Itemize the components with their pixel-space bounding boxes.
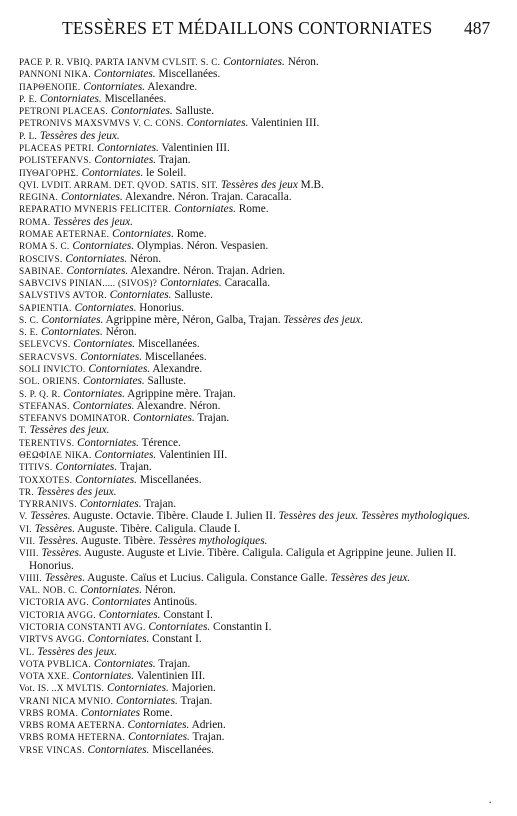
entry-legend: S. E. bbox=[19, 327, 39, 338]
entry-subjects: Trajan. bbox=[158, 657, 191, 670]
entry-category: Contorniates bbox=[91, 596, 151, 609]
entry-category-secondary: Tessères des jeux. Tessères mythologiques. bbox=[278, 510, 471, 523]
entry-category: Contorniates. bbox=[132, 412, 195, 425]
entry-category: Contorniates. bbox=[159, 277, 222, 290]
entry-category: Contorniates. bbox=[63, 387, 125, 400]
entry-subjects: Antinoüs. bbox=[152, 596, 198, 609]
entry-subjects: Trajan. bbox=[192, 731, 225, 744]
entry-subjects: Alexandre. bbox=[152, 363, 203, 376]
index-entry bbox=[19, 253, 501, 265]
entry-category: Contorniates. bbox=[94, 449, 157, 461]
entry-legend: VL. bbox=[19, 646, 35, 657]
entry-legend: T. bbox=[19, 425, 27, 436]
entry-legend: VII. bbox=[19, 535, 36, 546]
entry-category: Tessères. bbox=[44, 571, 86, 584]
entry-category: Contorniates. bbox=[128, 731, 190, 744]
entry-category: Contorniates. bbox=[80, 350, 143, 363]
entry-subjects: Adrien. bbox=[191, 719, 226, 732]
entry-legend: VIRTVS AVGG. bbox=[19, 634, 85, 645]
entry-category: Contorniates. bbox=[88, 363, 151, 376]
entry-legend: STEFANVS DOMINATOR. bbox=[19, 413, 131, 424]
entry-subjects: Majorien. bbox=[171, 682, 216, 695]
entry-category: Tessères des jeux. bbox=[39, 129, 120, 142]
index-entry bbox=[19, 277, 501, 289]
index-entry bbox=[19, 216, 501, 228]
entry-subjects: Agrippine mère. Trajan. bbox=[127, 387, 236, 400]
index-entry bbox=[19, 228, 501, 240]
entry-legend: SABINAE. bbox=[19, 265, 64, 276]
entry-category: Contorniates. bbox=[66, 264, 129, 277]
entry-subjects: Olympias. Néron. Vespasien. bbox=[136, 240, 269, 253]
entry-legend: ROSCIVS. bbox=[19, 253, 63, 264]
entry-category: Contorniates. bbox=[39, 92, 102, 105]
page-header bbox=[0, 10, 517, 40]
entry-category: Contorniates. bbox=[110, 105, 173, 118]
entry-subjects: Miscellanées. bbox=[139, 473, 202, 486]
entry-subjects: Caracalla. bbox=[224, 277, 271, 290]
entry-category: Contorniates. bbox=[65, 252, 128, 265]
index-entry bbox=[19, 719, 501, 731]
entry-category: Tessères. bbox=[38, 534, 79, 547]
index-entry bbox=[19, 289, 501, 301]
entry-category: Tessères. bbox=[34, 522, 76, 535]
entry-legend: VRBS ROMA HETERNA. bbox=[19, 732, 126, 743]
entry-legend: REPARATIO MVNERIS FELICITER. bbox=[19, 204, 172, 215]
index-entry bbox=[19, 240, 501, 252]
entry-legend: SOLI INVICTO. bbox=[19, 364, 86, 375]
entry-category: Contorniates. bbox=[83, 80, 146, 93]
entry-legend: VICTORIA AVG. bbox=[19, 597, 89, 608]
entry-category: Contorniates. bbox=[106, 682, 169, 695]
entry-category: Contorniates. bbox=[80, 584, 142, 597]
entry-subjects: Alexandre. Néron. bbox=[136, 399, 221, 412]
entry-legend: POLISTEFANVS. bbox=[19, 155, 92, 166]
entry-legend: V. bbox=[19, 511, 28, 522]
entry-legend: QVI. LVDIT. ARRAM. DET. QVOD. SATIS. SIT. bbox=[19, 179, 219, 190]
entry-legend: ROMA. bbox=[19, 216, 51, 227]
index-entry bbox=[19, 461, 501, 473]
entry-subjects: Constantin I. bbox=[213, 620, 272, 633]
entry-subjects: Auguste. Auguste et Livie. Tibère. Caligula. Caligula et Agrippine jeune. Julien II. Honorius. bbox=[29, 547, 457, 572]
index-entry-list bbox=[19, 56, 501, 756]
index-entry bbox=[19, 695, 501, 707]
index-entry bbox=[19, 191, 501, 203]
entry-legend: S. P. Q. R. bbox=[19, 388, 61, 399]
index-entry bbox=[19, 412, 501, 424]
index-entry bbox=[19, 486, 501, 498]
entry-subjects: Valentinien III. bbox=[158, 449, 228, 461]
entry-legend: ROMAE AETERNAE. bbox=[19, 228, 110, 239]
entry-category: Contorniates. bbox=[79, 498, 142, 511]
entry-category: Contorniates. bbox=[148, 620, 211, 633]
index-entry bbox=[19, 547, 501, 572]
index-entry bbox=[19, 203, 501, 215]
index-entry bbox=[19, 646, 501, 658]
entry-legend: VOTA XXE. bbox=[19, 671, 70, 682]
index-entry bbox=[19, 621, 501, 633]
entry-category: Tessères des jeux. bbox=[37, 645, 118, 658]
entry-subjects: Alexandre. Néron. Trajan. Caracalla. bbox=[124, 191, 292, 204]
entry-subjects: Trajan. bbox=[144, 498, 177, 511]
entry-legend: PANNONI NIKA. bbox=[19, 69, 91, 80]
entry-legend: VRBS ROMA. bbox=[19, 707, 79, 718]
index-entry bbox=[19, 609, 501, 621]
index-entry bbox=[19, 633, 501, 645]
entry-category: Tessères. bbox=[41, 547, 82, 560]
entry-category: Contorniates. bbox=[75, 473, 137, 486]
entry-category: Contorniates. bbox=[93, 657, 156, 670]
index-entry bbox=[19, 142, 501, 154]
entry-category-secondary: Tessères des jeux. bbox=[283, 313, 364, 326]
index-entry bbox=[19, 584, 501, 596]
entry-legend: Vot. IS. ..X MVLTIS. bbox=[19, 683, 105, 694]
index-entry bbox=[19, 670, 501, 682]
index-entry bbox=[19, 68, 501, 80]
entry-legend: STEFANAS. bbox=[19, 400, 70, 411]
entry-subjects: Miscellanées. bbox=[137, 338, 200, 351]
entry-legend: SALVSTIVS AVTOR. bbox=[19, 290, 107, 301]
index-entry bbox=[19, 572, 501, 584]
index-entry bbox=[19, 117, 501, 129]
entry-legend: ROMA S. C. bbox=[19, 241, 70, 252]
index-entry bbox=[19, 498, 501, 510]
entry-subjects: Valentinien III. bbox=[161, 141, 230, 154]
index-entry bbox=[19, 424, 501, 436]
entry-subjects: Miscellanées. bbox=[158, 68, 221, 81]
entry-legend: S. C. bbox=[19, 314, 39, 325]
entry-category: Contorniates. bbox=[72, 399, 135, 412]
entry-subjects: M.B. bbox=[300, 178, 324, 191]
index-entry bbox=[19, 130, 501, 142]
entry-category: Contorniates. bbox=[74, 301, 137, 314]
index-entry bbox=[19, 338, 501, 350]
index-entry bbox=[19, 363, 501, 375]
entry-category: Contorniates. bbox=[96, 141, 159, 154]
entry-subjects: Constant I. bbox=[152, 633, 202, 646]
entry-subjects: Auguste. Caïus et Lucius. Caligula. Constance Galle. bbox=[87, 571, 328, 584]
index-entry bbox=[19, 351, 501, 363]
index-entry bbox=[19, 105, 501, 117]
entry-legend: ΤΟΧΧΟΤΕS. bbox=[19, 474, 73, 485]
index-entry bbox=[19, 400, 501, 412]
entry-subjects: Honorius. bbox=[139, 301, 185, 314]
index-entry bbox=[19, 56, 501, 68]
entry-subjects: Miscellanées. bbox=[144, 350, 207, 363]
entry-category: Tessères des jeux. bbox=[29, 424, 110, 437]
index-entry bbox=[19, 535, 501, 547]
entry-category: Contorniates. bbox=[60, 191, 123, 204]
entry-subjects: Auguste. Octavie. Tibère. Claude I. Julien II. bbox=[72, 510, 276, 523]
entry-subjects: Salluste. bbox=[147, 375, 187, 388]
entry-legend: PACE P. R. VBIQ. PARTA IANVM CVLSIT. S. C. bbox=[19, 57, 221, 67]
entry-category: Contorniates. bbox=[72, 240, 135, 253]
entry-legend: TR. bbox=[19, 486, 34, 497]
entry-subjects: Trajan. bbox=[180, 694, 213, 707]
entry-subjects: Constant I. bbox=[163, 608, 213, 621]
entry-category: Contorniates. bbox=[72, 670, 135, 683]
entry-subjects: Néron. bbox=[130, 252, 162, 265]
entry-subjects: Néron. bbox=[144, 584, 176, 597]
entry-subjects: Térence. bbox=[141, 436, 181, 449]
index-entry bbox=[19, 596, 501, 608]
entry-subjects: Trajan. bbox=[197, 412, 230, 425]
entry-category: Contorniates. bbox=[81, 166, 144, 179]
entry-subjects: Alexandre. bbox=[147, 80, 198, 93]
entry-category: Contorniates. bbox=[82, 375, 145, 388]
entry-legend: SAPIENTIA. bbox=[19, 302, 72, 313]
entry-subjects: Miscellanées. bbox=[104, 92, 167, 105]
entry-category: Contorniates. bbox=[41, 313, 104, 326]
entry-legend: VIII. bbox=[19, 548, 39, 559]
index-entry bbox=[19, 707, 501, 719]
entry-subjects: Auguste. Tibère. Caligula. Claude I. bbox=[77, 522, 241, 535]
entry-subjects: Rome. bbox=[238, 203, 269, 216]
entry-subjects: Salluste. bbox=[174, 289, 213, 302]
entry-legend: VAL. NOB. C. bbox=[19, 585, 78, 596]
entry-legend: VICTORIA AVGG. bbox=[19, 609, 96, 620]
running-title: TESSÈRES ET MÉDAILLONS CONTORNIATES bbox=[62, 18, 433, 38]
entry-legend: ΠΥΘΑΓΟΡΗΣ. bbox=[19, 167, 79, 178]
entry-category: Contorniates. bbox=[116, 694, 178, 707]
index-entry bbox=[19, 388, 501, 400]
entry-subjects: Trajan. bbox=[158, 154, 191, 167]
entry-category: Tessères des jeux. bbox=[36, 485, 117, 498]
page-number: 487 bbox=[464, 18, 491, 38]
entry-legend: ΠΑΡΘΕΝΟΠΕ. bbox=[19, 81, 81, 92]
entry-subjects: Auguste. Tibère. bbox=[80, 534, 156, 547]
entry-subjects: Trajan. bbox=[119, 461, 152, 474]
entry-subjects: Valentinien III. bbox=[250, 117, 320, 130]
index-entry bbox=[19, 326, 501, 338]
index-entry bbox=[19, 93, 501, 105]
entry-subjects: Valentinien III. bbox=[136, 670, 206, 683]
entry-legend: VI. bbox=[19, 523, 32, 534]
entry-category: Contorniates. bbox=[93, 68, 156, 81]
entry-subjects: Néron. bbox=[287, 56, 319, 68]
entry-category: Contorniates. bbox=[223, 56, 285, 68]
entry-category: Contorniates. bbox=[87, 743, 150, 756]
entry-subjects: le Soleil. bbox=[146, 166, 187, 179]
entry-category: Contorniates. bbox=[94, 154, 157, 167]
entry-legend: VIIII. bbox=[19, 572, 42, 583]
index-entry bbox=[19, 314, 501, 326]
entry-legend: SELEVCVS. bbox=[19, 339, 71, 350]
index-entry bbox=[19, 437, 501, 449]
entry-legend: TYRRANIVS. bbox=[19, 499, 77, 510]
index-entry bbox=[19, 375, 501, 387]
index-entry bbox=[19, 154, 501, 166]
entry-legend: P. L. bbox=[19, 130, 38, 141]
entry-legend: VRSE VINCAS. bbox=[19, 744, 85, 755]
entry-legend: TERENTIVS. bbox=[19, 437, 75, 448]
index-entry bbox=[19, 658, 501, 670]
entry-category: Contorniates. bbox=[174, 203, 236, 216]
entry-subjects: Rome. bbox=[176, 227, 207, 240]
index-entry bbox=[19, 731, 501, 743]
entry-subjects: Agrippine mère, Néron, Galba, Trajan. bbox=[105, 313, 281, 326]
entry-legend: PETRONIVS MAXSVMVS V. C. CONS. bbox=[19, 118, 184, 129]
index-entry bbox=[19, 523, 501, 535]
entry-subjects: Miscellanées. bbox=[152, 743, 214, 756]
entry-category: Tessères des jeux. bbox=[53, 215, 134, 228]
entry-category: Contorniates. bbox=[186, 117, 249, 130]
entry-subjects: Alexandre. Néron. Trajan. Adrien. bbox=[130, 264, 286, 277]
entry-category: Contorniates. bbox=[98, 608, 161, 621]
entry-subjects: Néron. bbox=[105, 326, 137, 339]
index-entry bbox=[19, 265, 501, 277]
index-entry bbox=[19, 81, 501, 93]
index-entry bbox=[19, 744, 501, 756]
entry-legend: PETRONI PLACEAS. bbox=[19, 106, 109, 117]
entry-category: Contorniates. bbox=[55, 461, 118, 474]
index-entry bbox=[19, 682, 501, 694]
entry-category: Tessères des jeux bbox=[220, 178, 298, 191]
entry-category: Contorniates. bbox=[40, 326, 103, 339]
entry-legend: VRBS ROMA AETERNA. bbox=[19, 720, 125, 731]
entry-legend: P. E. bbox=[19, 93, 38, 104]
entry-category: Contorniates. bbox=[109, 289, 172, 302]
index-entry bbox=[19, 510, 501, 522]
index-entry bbox=[19, 302, 501, 314]
entry-legend: SABVCIVS PINIAN..... (SIVOS)? bbox=[19, 278, 158, 289]
entry-category: Contorniates. bbox=[73, 338, 136, 351]
entry-subjects: Salluste. bbox=[175, 105, 215, 118]
entry-category-secondary: Tessères des jeux. bbox=[330, 571, 411, 584]
entry-legend: VRANI NICA MVNIO. bbox=[19, 695, 114, 706]
entry-legend: REGINA. bbox=[19, 192, 59, 203]
entry-category: Contorniates. bbox=[77, 436, 139, 449]
entry-legend: PLACEAS PETRI. bbox=[19, 142, 95, 153]
entry-category: Contorniates. bbox=[87, 633, 150, 646]
index-entry bbox=[19, 474, 501, 486]
entry-legend: VOTA PVBLICA. bbox=[19, 658, 92, 669]
entry-subjects: Rome. bbox=[142, 706, 173, 719]
index-entry bbox=[19, 167, 501, 179]
index-entry bbox=[19, 449, 501, 461]
entry-legend: ΘΕΩΦΙΛΕ NIKA. bbox=[19, 450, 92, 460]
entry-category: Contorniates bbox=[81, 706, 140, 719]
entry-category-secondary: Tessères mythologiques. bbox=[158, 534, 268, 547]
index-entry bbox=[19, 179, 501, 191]
entry-category: Contorniates. bbox=[127, 719, 190, 732]
entry-legend: SERACVSVS. bbox=[19, 351, 78, 362]
entry-legend: VICTORIA CONSTANTI AVG. bbox=[19, 621, 146, 632]
entry-legend: SOL. ORIENS. bbox=[19, 376, 81, 387]
entry-category: Contorniates. bbox=[112, 227, 174, 240]
print-speck: • bbox=[489, 799, 492, 807]
entry-legend: TITIVS. bbox=[19, 462, 53, 473]
entry-category: Tessères. bbox=[30, 510, 71, 523]
